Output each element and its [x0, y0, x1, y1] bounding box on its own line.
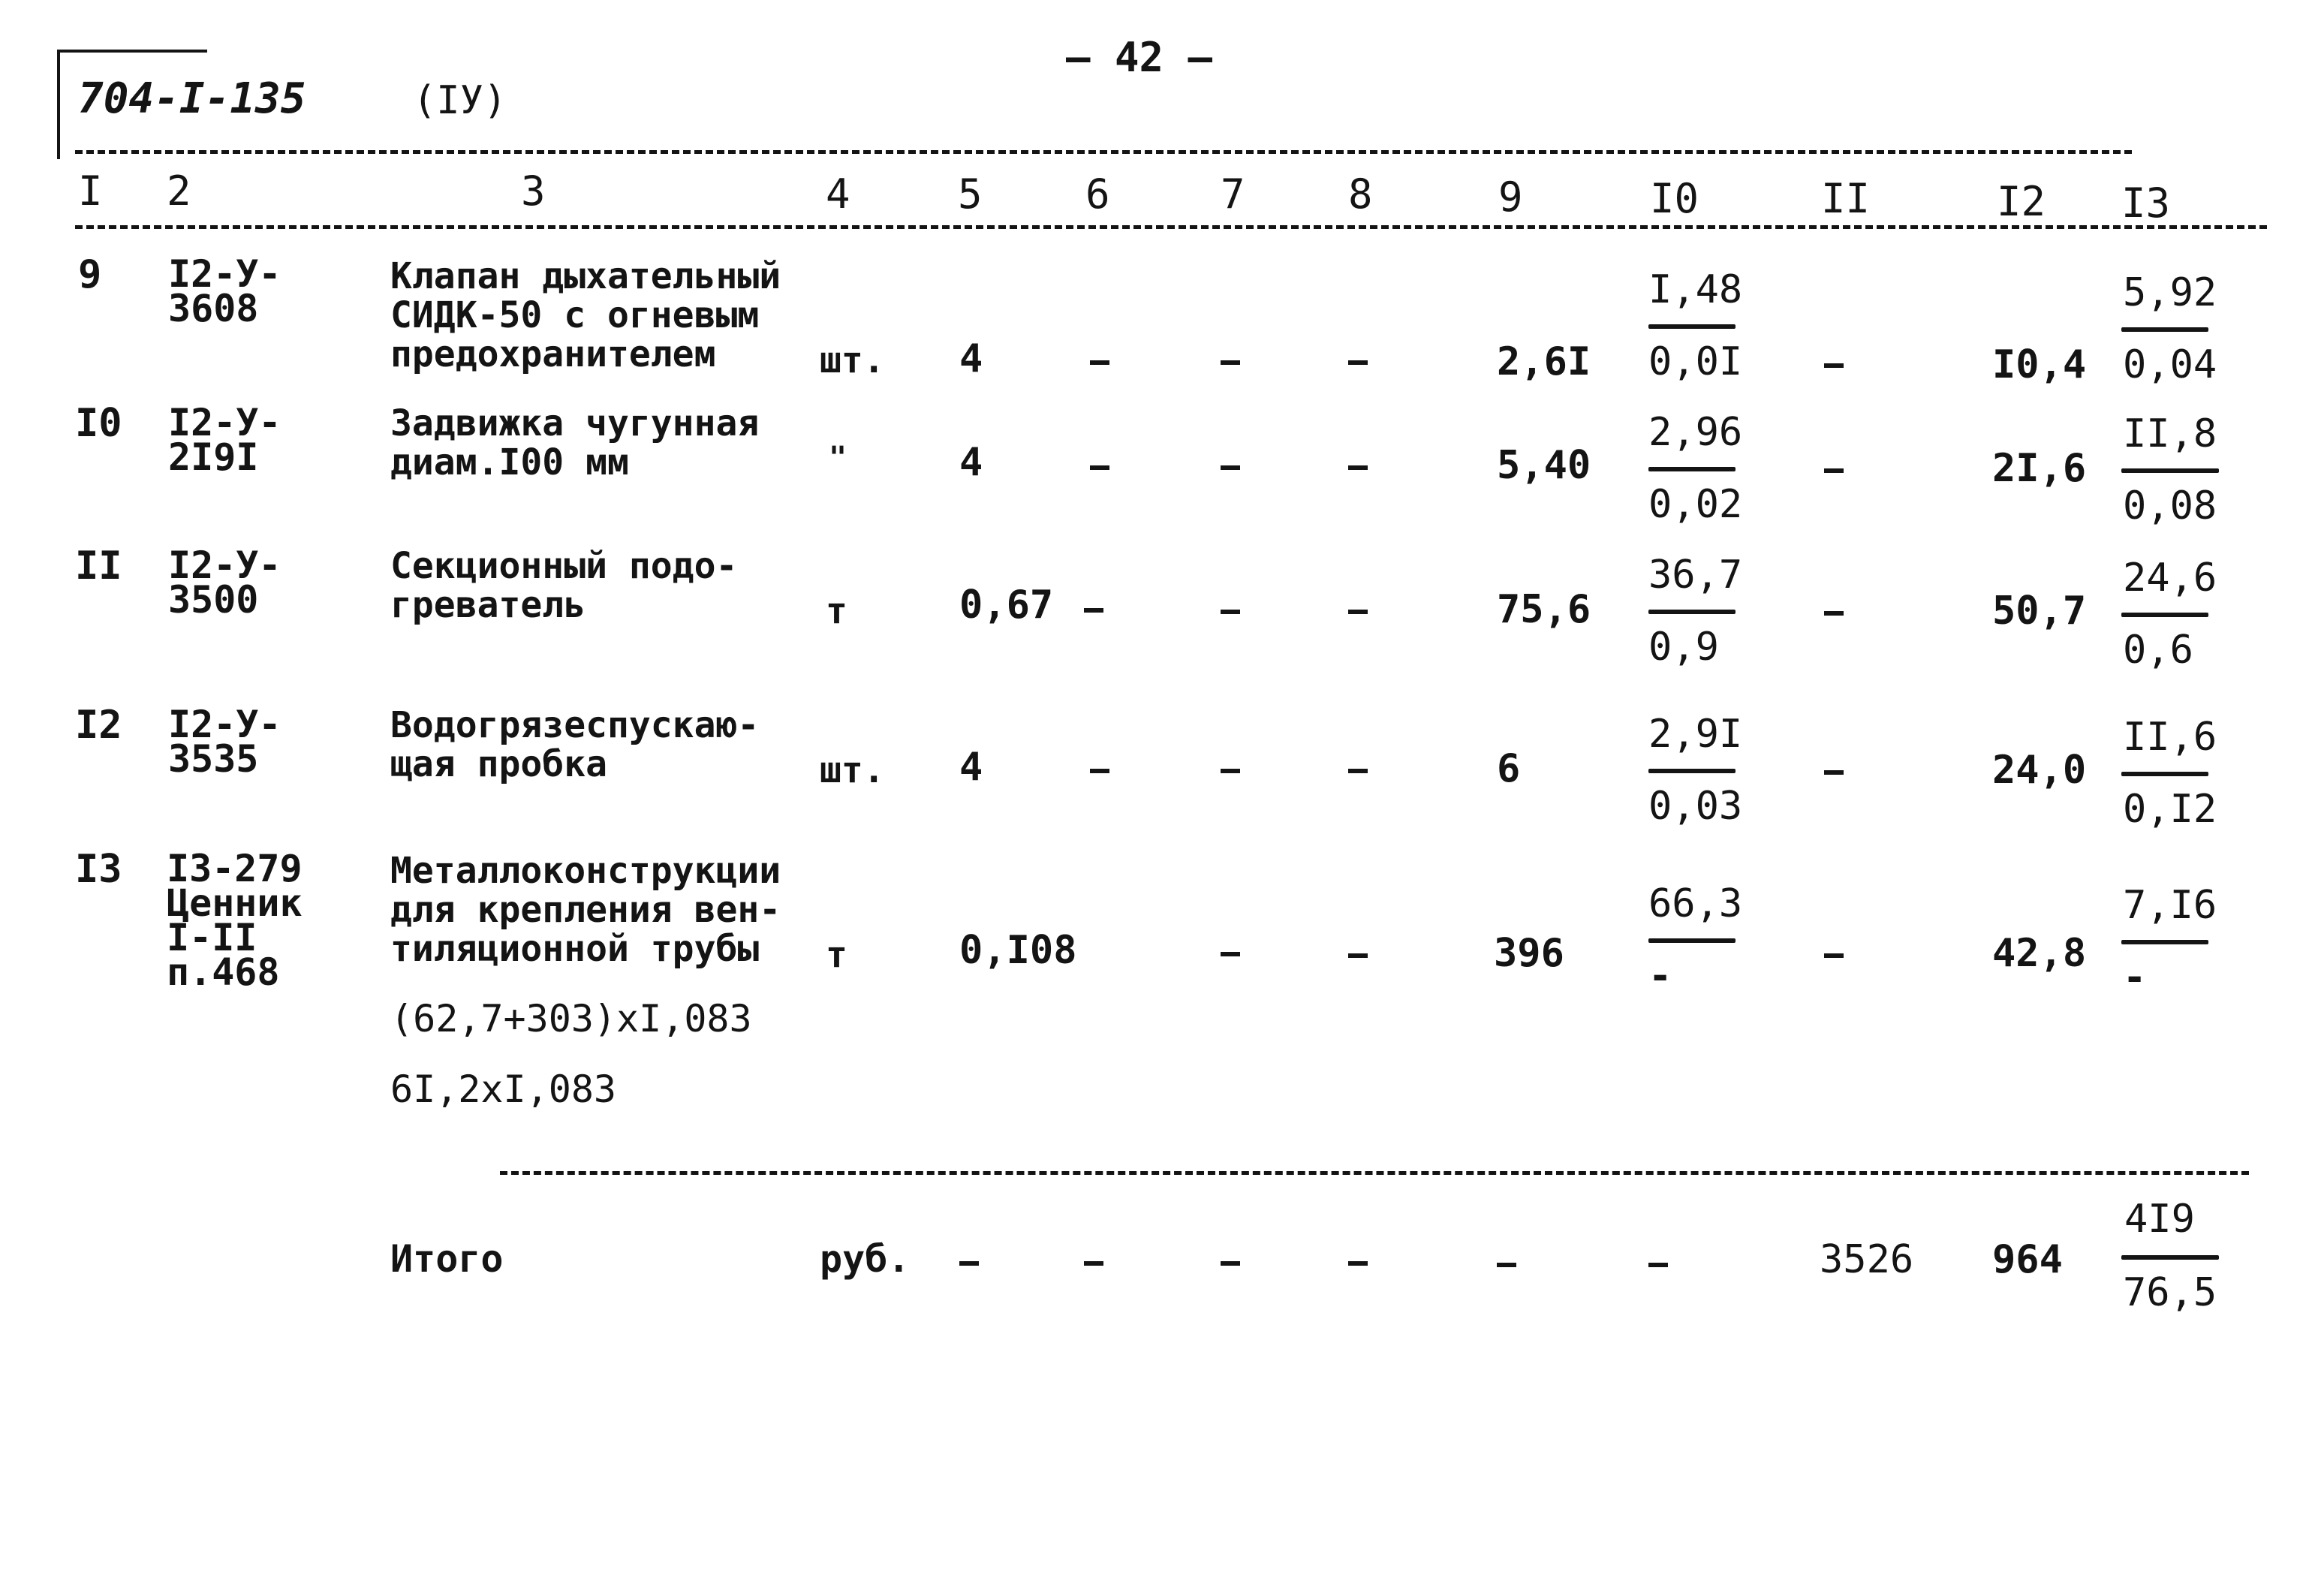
row-col9: 5,40	[1497, 443, 1591, 488]
row-col5: 0,67	[959, 583, 1054, 628]
row-description-line: тиляционной трубы	[390, 928, 760, 970]
col-header-6: 6	[1085, 170, 1110, 218]
row-description-line: Металлоконструкции	[390, 850, 781, 892]
row-col13-denominator: 0,I2	[2123, 787, 2217, 832]
row-number: I2	[75, 703, 122, 748]
row-col10-denominator: 0,0I	[1648, 339, 1743, 384]
row-col8-dash	[1348, 610, 1368, 614]
col-header-9: 9	[1498, 173, 1523, 221]
row-col11-dash	[1824, 770, 1844, 775]
row-unit: т	[826, 934, 847, 976]
row-col8-dash	[1348, 360, 1368, 365]
total-label: Итого	[390, 1237, 504, 1281]
total-col13-denominator: 76,5	[2123, 1270, 2217, 1315]
row-description-line: для крепления вен-	[390, 889, 781, 931]
total-col13-fraction-bar	[2121, 1255, 2219, 1260]
row-col11-dash	[1824, 953, 1844, 958]
row-col5: 4	[959, 745, 983, 790]
col-header-3: 3	[521, 167, 546, 215]
total-separator-rule	[500, 1171, 2249, 1175]
row-col13-numerator: II,6	[2123, 715, 2217, 760]
row-code-line: I2-У-	[168, 401, 281, 444]
row-col10-numerator: 36,7	[1648, 553, 1743, 598]
row-col11-dash	[1824, 611, 1844, 616]
row-description-line: Водогрязеспускаю-	[390, 704, 760, 746]
col-header-13: I3	[2121, 179, 2171, 227]
row-col13-fraction-bar	[2121, 940, 2208, 944]
total-col10-dash	[1648, 1263, 1668, 1267]
row-col13-denominator: 0,04	[2123, 342, 2217, 387]
row-code-line: I2-У-	[168, 544, 281, 587]
col-header-10: I0	[1650, 175, 1699, 222]
row-calculation-note: 6I,2xI,083	[390, 1068, 617, 1111]
row-calculation-note: (62,7+303)xI,083	[390, 997, 752, 1040]
row-col12: 2I,6	[1992, 446, 2087, 491]
total-col6-dash	[1084, 1261, 1103, 1266]
row-col6-dash	[1090, 769, 1109, 773]
col-header-11: II	[1821, 175, 1871, 222]
row-code-line: п.468	[167, 950, 280, 994]
col-header-1: I	[78, 167, 103, 215]
row-col10-fraction-bar	[1648, 324, 1736, 329]
total-col11: 3526	[1820, 1237, 1914, 1282]
row-col7-dash	[1221, 465, 1240, 470]
row-description-line: греватель	[390, 584, 586, 626]
row-number: 9	[78, 252, 102, 297]
row-unit: т	[826, 590, 847, 632]
row-col9: 75,6	[1497, 587, 1591, 632]
row-description-line: Секционный подо-	[390, 545, 738, 587]
row-col7-dash	[1221, 769, 1240, 773]
row-col13-denominator: 0,08	[2123, 483, 2217, 528]
row-col12: 42,8	[1992, 931, 2087, 976]
row-number: I3	[75, 847, 122, 892]
row-col10-numerator: I,48	[1648, 267, 1743, 312]
row-col7-dash	[1221, 952, 1240, 956]
row-col10-denominator: -	[1648, 953, 1672, 998]
row-col5: 4	[959, 440, 983, 485]
row-description-line: предохранителем	[390, 333, 716, 375]
row-col12: 50,7	[1992, 589, 2087, 634]
row-code-line: I-II	[167, 916, 257, 959]
row-col7-dash	[1221, 360, 1240, 365]
row-col10-denominator: 0,9	[1648, 625, 1719, 670]
col-header-8: 8	[1348, 170, 1373, 218]
row-col5: 0,I08	[959, 928, 1077, 973]
row-col13-fraction-bar	[2121, 613, 2208, 617]
row-col10-fraction-bar	[1648, 467, 1736, 471]
row-col9: 2,6I	[1497, 339, 1591, 384]
total-col9-dash	[1497, 1263, 1516, 1267]
row-col13-fraction-bar	[2121, 772, 2208, 776]
header-rule-bottom	[75, 225, 2267, 229]
row-col6-dash	[1084, 608, 1103, 613]
row-col9: 6	[1497, 746, 1521, 791]
row-col12: I0,4	[1992, 342, 2087, 387]
row-col10-denominator: 0,03	[1648, 784, 1743, 829]
row-number: II	[75, 544, 122, 589]
row-col10-fraction-bar	[1648, 610, 1736, 614]
col-header-5: 5	[958, 170, 983, 218]
col-header-7: 7	[1221, 170, 1245, 218]
col-header-4: 4	[826, 170, 850, 218]
row-col10-fraction-bar	[1648, 769, 1736, 773]
row-unit: шт.	[820, 749, 885, 791]
row-code-line: I2-У-	[168, 252, 281, 296]
row-code-line: I2-У-	[168, 703, 281, 746]
row-col13-numerator: 24,6	[2123, 556, 2217, 601]
row-col6-dash	[1090, 465, 1109, 470]
row-col13-fraction-bar	[2121, 468, 2219, 473]
row-col8-dash	[1348, 769, 1368, 773]
row-col8-dash	[1348, 953, 1368, 958]
row-number: I0	[75, 401, 122, 446]
row-col10-numerator: 2,96	[1648, 410, 1743, 455]
row-col11-dash	[1824, 468, 1844, 473]
row-code-line: 3535	[168, 737, 259, 781]
row-code-line: I3-279	[167, 847, 303, 890]
row-unit: "	[829, 441, 847, 475]
col-header-2: 2	[167, 167, 191, 215]
total-col13-numerator: 4I9	[2124, 1197, 2195, 1242]
row-description-line: щая пробка	[390, 743, 607, 785]
total-col12: 964	[1992, 1237, 2063, 1282]
total-unit: руб.	[820, 1237, 911, 1281]
row-description-line: СИДК-50 с огневым	[390, 294, 760, 336]
row-col10-numerator: 2,9I	[1648, 712, 1743, 757]
row-col11-dash	[1824, 363, 1844, 368]
row-col7-dash	[1221, 610, 1240, 614]
row-col10-denominator: 0,02	[1648, 482, 1743, 527]
row-col13-denominator: 0,6	[2123, 628, 2193, 673]
total-col8-dash	[1348, 1261, 1368, 1266]
corner-frame-horizontal	[57, 50, 207, 53]
row-description-line: Клапан дыхательный	[390, 255, 781, 297]
corner-frame-vertical	[57, 51, 60, 159]
row-unit: шт.	[820, 339, 885, 381]
page-number: — 42 —	[1066, 34, 1213, 81]
row-col6-dash	[1090, 360, 1109, 365]
row-col5: 4	[959, 336, 983, 381]
row-col9: 396	[1494, 931, 1564, 976]
document-code: 704-I-135	[78, 74, 306, 123]
row-col13-denominator: -	[2123, 955, 2147, 1000]
total-col5-dash	[959, 1261, 979, 1266]
row-col13-numerator: 7,I6	[2123, 883, 2217, 928]
section-label: (IУ)	[413, 78, 507, 123]
row-col13-numerator: 5,92	[2123, 270, 2217, 315]
row-col8-dash	[1348, 465, 1368, 470]
row-col13-numerator: II,8	[2123, 411, 2217, 456]
col-header-12: I2	[1997, 178, 2046, 225]
row-code-line: 3608	[168, 287, 259, 330]
row-description-line: диам.I00 мм	[390, 441, 629, 483]
row-code-line: Ценник	[167, 881, 303, 925]
row-code-line: 2I9I	[168, 435, 259, 479]
total-col7-dash	[1221, 1261, 1240, 1266]
row-description-line: Задвижка чугунная	[390, 402, 760, 444]
row-code-line: 3500	[168, 578, 259, 622]
header-rule-top	[75, 150, 2132, 154]
row-col13-fraction-bar	[2121, 327, 2208, 332]
row-col10-fraction-bar	[1648, 938, 1736, 943]
row-col12: 24,0	[1992, 748, 2087, 793]
row-col10-numerator: 66,3	[1648, 881, 1743, 926]
